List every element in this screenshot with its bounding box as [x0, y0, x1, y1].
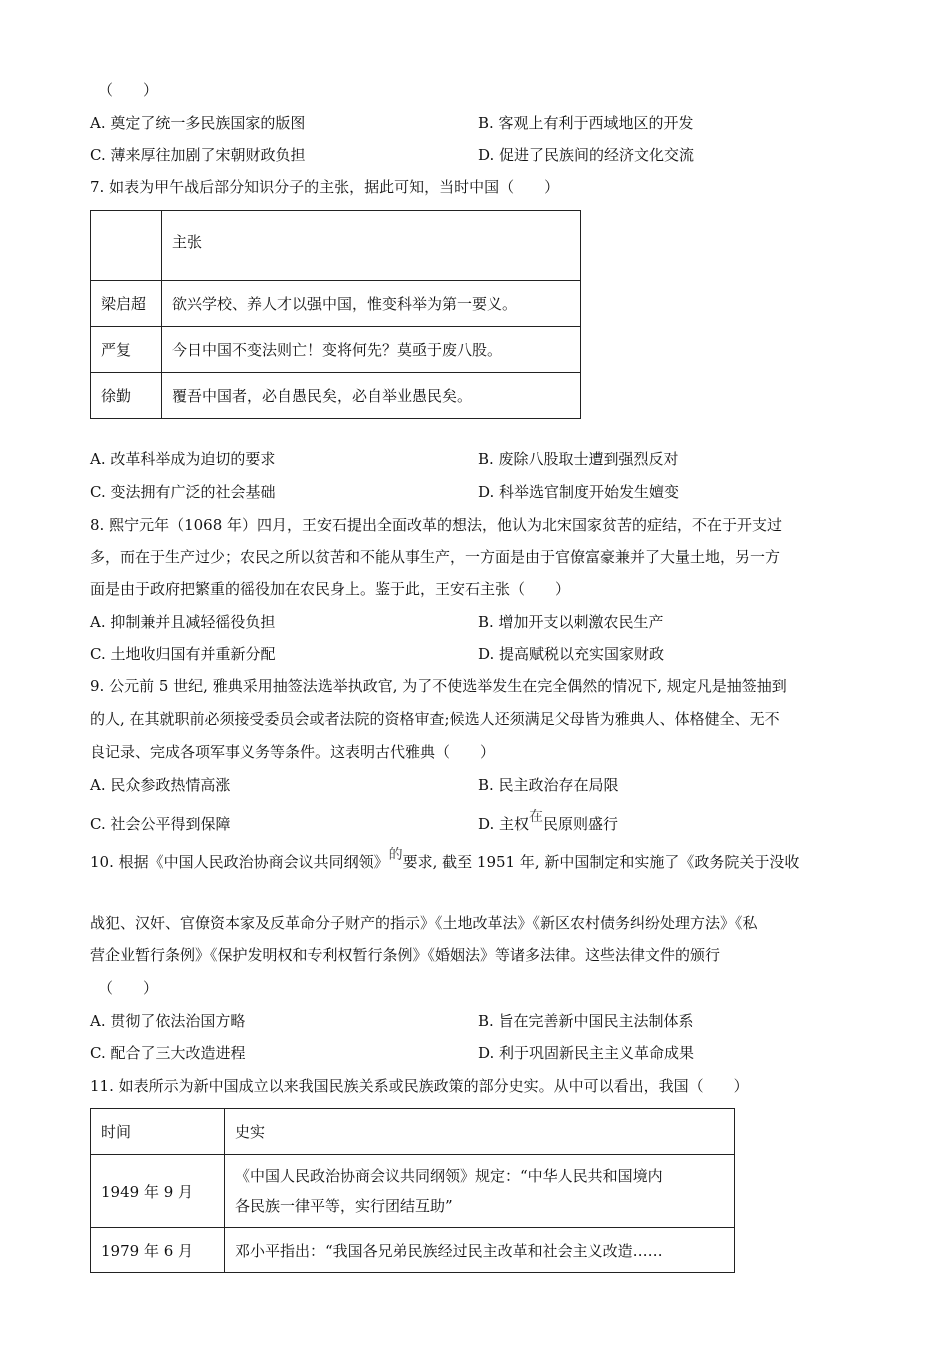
q10-option-b: B. 旨在完善新中国民主法制体系	[478, 1012, 694, 1030]
q8-option-a: A. 抑制兼并且减轻徭役负担	[90, 613, 276, 631]
table-cell-line: 邓小平指出：“我国各兄弟民族经过民主改革和社会主义改造……	[235, 1241, 663, 1260]
table-row	[91, 1228, 735, 1273]
q11-table	[90, 1108, 735, 1273]
q10-answer-paren: （ ）	[98, 979, 159, 997]
table-cell-name: 梁启超	[91, 281, 162, 327]
table-header-cell: 主张	[162, 211, 581, 281]
q9-option-d-sup: 在	[529, 809, 544, 825]
table-header-row	[91, 211, 581, 281]
q10-stem-line	[90, 847, 800, 874]
table-cell-time: 1949 年 9 月	[91, 1155, 225, 1228]
q6-option-b: B. 客观上有利于西域地区的开发	[478, 114, 694, 132]
table-row	[91, 373, 581, 419]
q10-line1-post: 要求, 截至 1951 年, 新中国制定和实施了《政务院关于没收	[402, 853, 800, 871]
q8-stem-line: 8. 熙宁元年（1068 年）四月，王安石提出全面改革的想法，他认为北宋国家贫苦的症结，不在于开支过	[90, 516, 783, 534]
q9-option-a: A. 民众参政热情高涨	[90, 776, 231, 794]
table-row	[91, 327, 581, 373]
q8-stem-line: 面是由于政府把繁重的徭役加在农民身上。鉴于此，王安石主张（ ）	[90, 580, 571, 598]
q6-option-a: A. 奠定了统一多民族国家的版图	[90, 114, 306, 132]
table-cell-text: 覆吾中国者，必自愚民矣，必自举业愚民矣。	[162, 373, 581, 419]
q7-table	[90, 210, 581, 419]
q10-option-d: D. 利于巩固新民主主义革命成果	[478, 1044, 695, 1062]
q9-option-d-pre: D. 主权	[478, 815, 530, 833]
q8-stem-line: 多，而在于生产过少；农民之所以贫苦和不能从事生产，一方面是由于官僚富豪兼并了大量土地，另一方	[90, 548, 781, 566]
q9-stem-line: 9. 公元前 5 世纪, 雅典采用抽签法选举执政官, 为了不使选举发生在完全偶然的情况下, 规定凡是抽签抽到	[90, 677, 787, 695]
table-cell-line: 各民族一律平等，实行团结互助”	[235, 1197, 453, 1215]
q9-option-d	[478, 809, 619, 836]
q10-option-a: A. 贯彻了依法治国方略	[90, 1012, 246, 1030]
q9-stem-line: 的人, 在其就职前必须接受委员会或者法院的资格审查;候选人还须满足父母皆为雅典人、体格健全、无不	[90, 710, 780, 728]
table-header-cell: 时间	[91, 1109, 225, 1155]
q8-option-d: D. 提高赋税以充实国家财政	[478, 645, 665, 663]
q7-stem: 7. 如表为甲午战后部分知识分子的主张，据此可知，当时中国（ ）	[90, 178, 560, 196]
table-row	[91, 281, 581, 327]
q8-option-c: C. 土地收归国有并重新分配	[90, 645, 276, 663]
q11-stem: 11. 如表所示为新中国成立以来我国民族关系或民族政策的部分史实。从中可以看出，我国（ ）	[90, 1077, 749, 1095]
table-cell-time: 1979 年 6 月	[91, 1228, 225, 1273]
q9-option-c: C. 社会公平得到保障	[90, 815, 231, 833]
table-cell-text	[225, 1228, 735, 1273]
q7-option-a: A. 改革科举成为迫切的要求	[90, 450, 276, 468]
table-cell-line: 《中国人民政治协商会议共同纲领》规定：“中华人民共和国境内	[235, 1167, 663, 1185]
table-header-cell: 史实	[225, 1109, 735, 1155]
table-cell-text: 今日中国不变法则亡！变将何先？莫亟于废八股。	[162, 327, 581, 373]
q10-line1-sup: 的	[388, 847, 403, 863]
q10-stem-line: 战犯、汉奸、官僚资本家及反革命分子财产的指示》《土地改革法》《新区农村债务纠纷处理方法》《私	[90, 914, 758, 932]
table-cell-name: 严复	[91, 327, 162, 373]
q6-answer-paren: （ ）	[98, 81, 159, 99]
q10-option-c: C. 配合了三大改造进程	[90, 1044, 246, 1062]
q6-option-c: C. 薄来厚往加剧了宋朝财政负担	[90, 146, 306, 164]
table-row	[91, 1155, 735, 1228]
table-cell-name: 徐勤	[91, 373, 162, 419]
table-header-row	[91, 1109, 735, 1155]
q9-stem-line: 良记录、完成各项军事义务等条件。这表明古代雅典（ ）	[90, 743, 496, 761]
q7-option-c: C. 变法拥有广泛的社会基础	[90, 483, 276, 501]
table-header-cell	[91, 211, 162, 281]
table-cell-text	[225, 1155, 735, 1228]
q8-option-b: B. 增加开支以刺激农民生产	[478, 613, 664, 631]
q9-option-d-post: 民原则盛行	[543, 815, 619, 833]
q6-option-d: D. 促进了民族间的经济文化交流	[478, 146, 695, 164]
q7-option-b: B. 废除八股取士遭到强烈反对	[478, 450, 679, 468]
table-cell-text: 欲兴学校、养人才以强中国，惟变科举为第一要义。	[162, 281, 581, 327]
q10-stem-line: 营企业暂行条例》《保护发明权和专利权暂行条例》《婚姻法》等诸多法律。这些法律文件的颁行	[90, 946, 721, 964]
q10-line1-pre: 10. 根据《中国人民政治协商会议共同纲领》	[90, 853, 389, 871]
q9-option-b: B. 民主政治存在局限	[478, 776, 619, 794]
q7-option-d: D. 科举选官制度开始发生嬗变	[478, 483, 680, 501]
